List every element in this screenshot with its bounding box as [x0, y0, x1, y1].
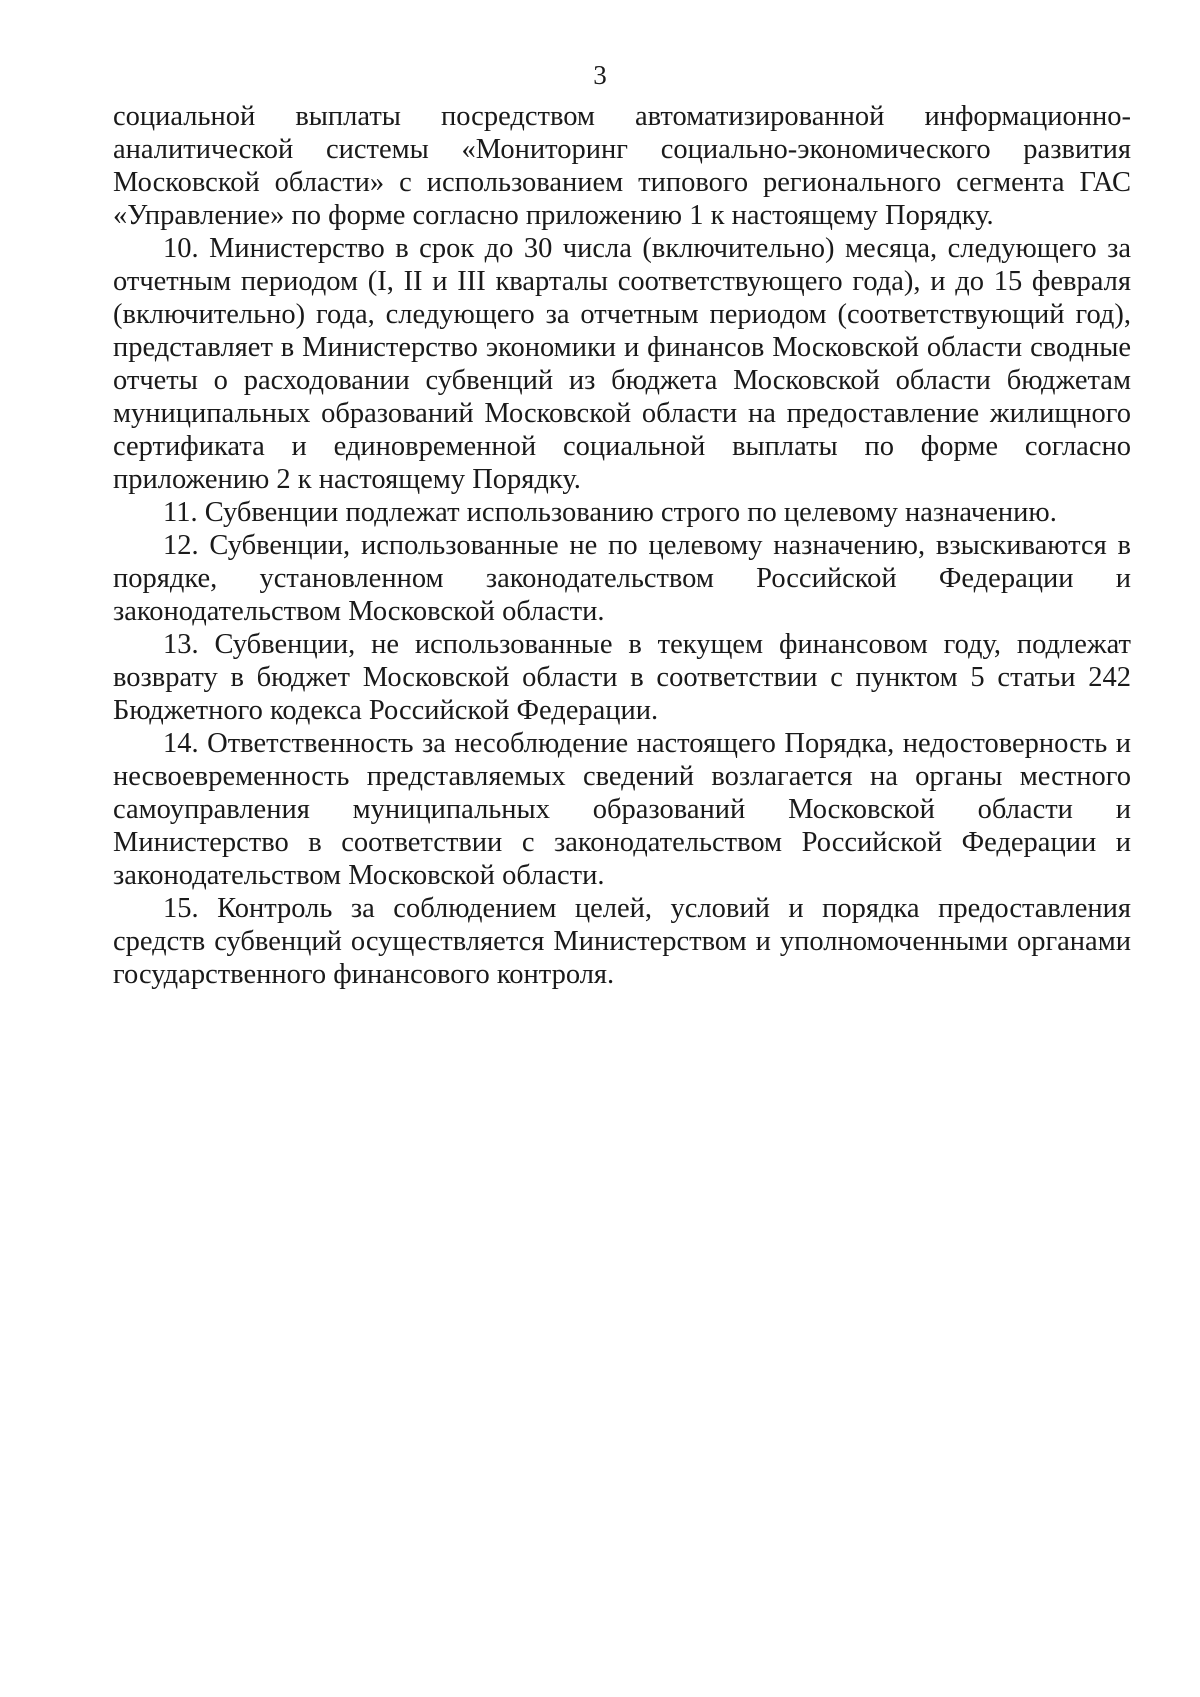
- paragraph-continuation: социальной выплаты посредством автоматизированной информационно-аналитической системы «Мониторинг социально-экономического развития Московской области» с использованием типового регионального сегмента ГАС «Управление» по форме согласно приложению 1 к настоящему Порядку.: [113, 101, 1131, 231]
- paragraph-item-13: 13. Субвенции, не использованные в текущем финансовом году, подлежат возврату в бюджет Московской области в соответствии с пунктом 5 статьи 242 Бюджетного кодекса Российской Федерации.: [113, 629, 1131, 726]
- document-body: [113, 100, 1131, 991]
- page-number: 3: [593, 60, 607, 90]
- paragraph-item-12: 12. Субвенции, использованные не по целевому назначению, взыскиваются в порядке, установленном законодательством Российской Федерации и законодательством Московской области.: [113, 530, 1131, 627]
- paragraph-item-14: 14. Ответственность за несоблюдение настоящего Порядка, недостоверность и несвоевременность представляемых сведений возлагается на органы местного самоуправления муниципальных образований Московской области и Министерство в соответствии с законодательством Российской Федерации и законодательством Московской области.: [113, 728, 1131, 891]
- paragraph-item-11: 11. Субвенции подлежат использованию строго по целевому назначению.: [163, 497, 1057, 528]
- paragraph-item-10: 10. Министерство в срок до 30 числа (включительно) месяца, следующего за отчетным периодом (I, II и III кварталы соответствующего года), и до 15 февраля (включительно) года, следующего за отчетным периодом (соответствующий год), представляет в Министерство экономики и финансов Московской области сводные отчеты о расходовании субвенций из бюджета Московской области бюджетам муниципальных образований Московской области на предоставление жилищного сертификата и единовременной социальной выплаты по форме согласно приложению 2 к настоящему Порядку.: [113, 233, 1131, 495]
- paragraph-item-15: 15. Контроль за соблюдением целей, условий и порядка предоставления средств субвенций осуществляется Министерством и уполномоченными органами государственного финансового контроля.: [113, 893, 1131, 990]
